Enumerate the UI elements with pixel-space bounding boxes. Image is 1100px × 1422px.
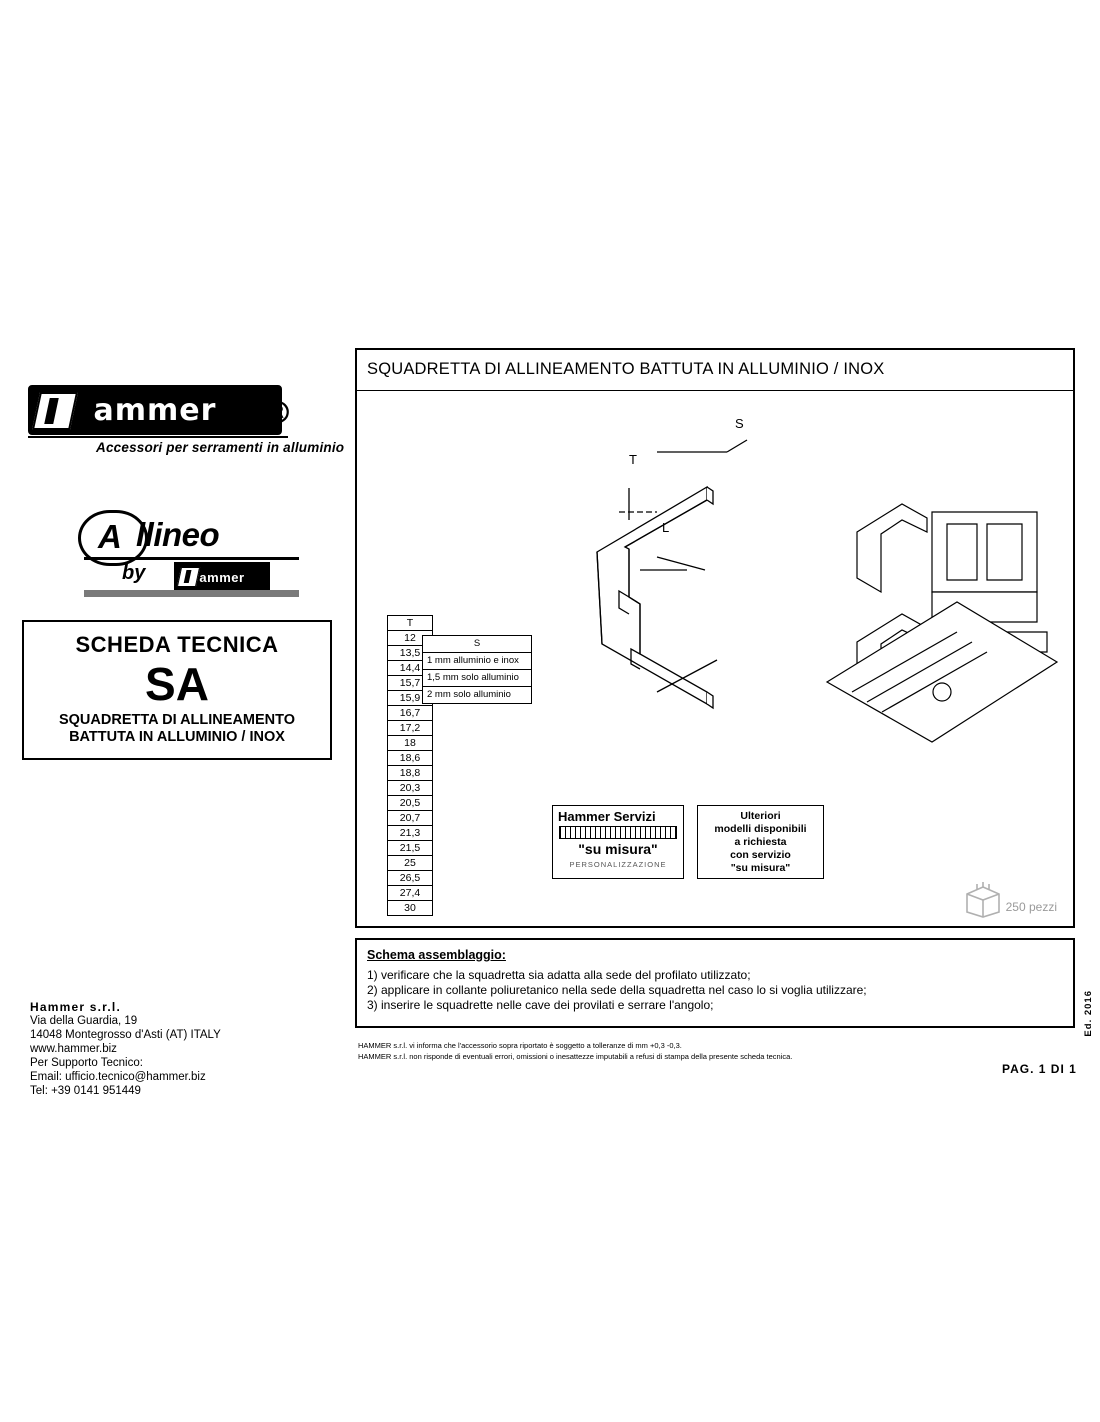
t-value: 15,7 (387, 675, 433, 690)
t-value: 21,3 (387, 825, 433, 840)
t-value: 21,5 (387, 840, 433, 855)
extra-line2: modelli disponibili (714, 822, 807, 835)
hammer-h-icon (32, 392, 78, 430)
company-city: 14048 Montegrosso d'Asti (AT) ITALY (30, 1029, 221, 1041)
allineo-logo (78, 510, 338, 585)
t-value: 20,7 (387, 810, 433, 825)
assembly-step: 1) verificare che la squadretta sia adatta alla sede del profilato utilizzato; (367, 968, 751, 982)
services-highlight: "su misura" (578, 841, 658, 857)
allineo-hammer-text: ammer (199, 569, 245, 585)
company-address: Via della Guardia, 19 (30, 1015, 138, 1027)
t-value: 14,4 (387, 660, 433, 675)
page-number: PAG. 1 DI 1 (1002, 1062, 1077, 1076)
datasheet-desc-line1: SQUADRETTA DI ALLINEAMENTO (58, 712, 296, 728)
registered-mark: ® (263, 396, 294, 431)
datasheet-title-box (22, 620, 332, 760)
t-value: 30 (387, 900, 433, 916)
services-box (552, 805, 684, 879)
datasheet-desc-line2: BATTUTA IN ALLUMINIO / INOX (69, 729, 285, 745)
company-support-label: Per Supporto Tecnico: (30, 1057, 143, 1069)
hammer-wordmark (28, 385, 294, 435)
hammer-logo-text: ammer (93, 392, 217, 428)
package-box-icon (963, 882, 1003, 918)
disclaimer-line2: HAMMER s.r.l. non risponde di eventuali errori, omissioni o inesattezze imputabili a refusi di stampa della presente scheda tecnica. (358, 1052, 793, 1061)
services-title: Hammer Servizi (558, 809, 656, 824)
t-value: 16,7 (387, 705, 433, 720)
dim-label-t: T (629, 452, 637, 467)
assembly-step: 3) inserire le squadrette nelle cave dei provilati e serrare l'angolo; (367, 998, 714, 1012)
company-web: www.hammer.biz (30, 1043, 117, 1055)
extra-models-box (697, 805, 824, 879)
dim-label-s: S (735, 416, 744, 431)
company-info (30, 1000, 221, 1098)
ruler-icon (559, 826, 677, 839)
services-footer: PERSONALIZZAZIONE (569, 860, 667, 869)
t-table-header: T (387, 615, 433, 630)
hammer-h-icon-small (177, 567, 200, 587)
assembly-steps (367, 968, 1063, 1013)
assembly-instructions (355, 938, 1075, 1028)
disclaimer-line1: HAMMER s.r.l. vi informa che l'accessorio sopra riportato è soggetto a tolleranze di mm +0,3 -0,3. (358, 1041, 682, 1050)
company-name: Hammer s.r.l. (30, 1000, 121, 1014)
s-table-header: S (422, 635, 532, 652)
allineo-wordmark (78, 510, 338, 585)
t-value: 25 (387, 855, 433, 870)
t-value: 12 (387, 630, 433, 645)
assembly-title: Schema assemblaggio: (367, 948, 506, 962)
datasheet-code: SA (145, 658, 209, 710)
logo-divider (28, 436, 288, 438)
s-value: 1,5 mm solo alluminio (422, 669, 532, 686)
extra-line4: con servizio (730, 848, 791, 861)
datasheet-label: SCHEDA TECNICA (75, 632, 279, 657)
extra-line3: a richiesta (734, 835, 787, 848)
extra-line5: "su misura" (730, 861, 791, 874)
revision-code: Ed. 2016 (1083, 990, 1094, 1037)
t-value: 20,3 (387, 780, 433, 795)
t-value: 18,6 (387, 750, 433, 765)
assembly-step: 2) applicare in collante poliuretanico nella sede della squadretta nel caso lo si voglia utilizzare; (367, 983, 867, 997)
allineo-underline (84, 557, 299, 560)
allineo-word: llineo (136, 516, 220, 553)
s-thickness-table (422, 635, 532, 704)
company-phone: Tel: +39 0141 951449 (30, 1085, 141, 1097)
s-value: 1 mm alluminio e inox (422, 652, 532, 669)
company-email: Email: ufficio.tecnico@hammer.biz (30, 1071, 206, 1083)
t-value: 26,5 (387, 870, 433, 885)
allineo-hammer-badge (174, 562, 270, 592)
hammer-logo (28, 385, 348, 455)
t-value: 13,5 (387, 645, 433, 660)
allineo-letter: A (98, 518, 122, 555)
legal-disclaimer (358, 1040, 1058, 1062)
brand-tagline: Accessori per serramenti in alluminio (96, 440, 345, 455)
package-quantity: 250 pezzi (1005, 900, 1057, 914)
title-divider (357, 390, 1073, 391)
allineo-gray-bar (84, 590, 299, 597)
t-value: 20,5 (387, 795, 433, 810)
t-value: 15,9 (387, 690, 433, 705)
dim-label-l: L (662, 520, 670, 535)
t-value: 27,4 (387, 885, 433, 900)
s-value: 2 mm solo alluminio (422, 686, 532, 704)
drawing-title: SQUADRETTA DI ALLINEAMENTO BATTUTA IN ALLUMINIO / INOX (367, 360, 885, 378)
t-value: 18,8 (387, 765, 433, 780)
t-value: 17,2 (387, 720, 433, 735)
t-value: 18 (387, 735, 433, 750)
extra-line1: Ulteriori (740, 809, 781, 822)
drawing-frame (355, 348, 1075, 928)
allineo-by-label: by (122, 562, 146, 584)
